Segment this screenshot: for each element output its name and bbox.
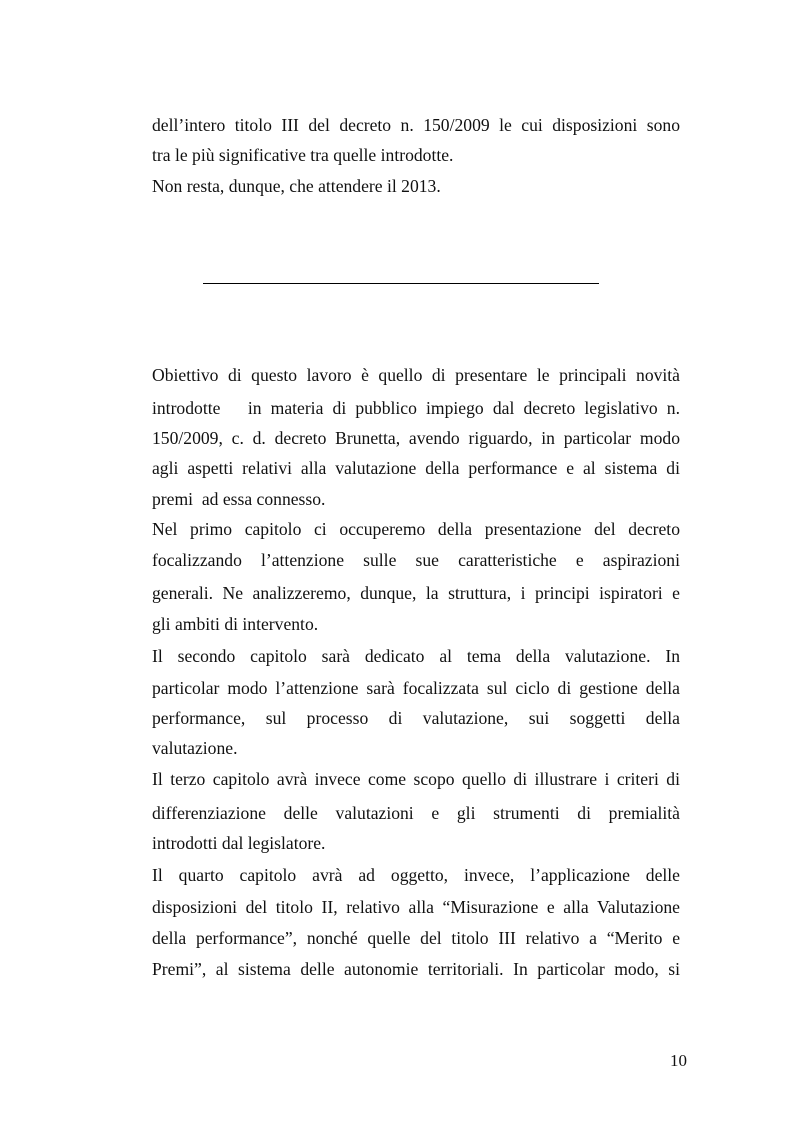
text-line: disposizioni del titolo II, relativo alla “Misurazione e alla Valutazione [152,897,680,917]
text-line: premi ad essa connesso. [152,489,326,509]
text-line: valutazione. [152,738,238,758]
text-line: Premi”, al sistema delle autonomie territoriali. In particolar modo, si [152,959,680,979]
text-line: tra le più significative tra quelle introdotte. [152,145,454,165]
text-line: particolar modo l’attenzione sarà focalizzata sul ciclo di gestione della [152,678,680,698]
text-line: 150/2009, c. d. decreto Brunetta, avendo riguardo, in particolar modo [152,428,680,448]
page-number: 10 [670,1051,687,1070]
text-line: performance, sul processo di valutazione, sui soggetti della [152,708,680,728]
text-line: della performance”, nonché quelle del titolo III relativo a “Merito e [152,928,680,948]
text-line: Non resta, dunque, che attendere il 2013. [152,176,441,196]
text-line: Il terzo capitolo avrà invece come scopo quello di illustrare i criteri di [152,769,680,789]
text-line: gli ambiti di intervento. [152,614,319,634]
text-line: agli aspetti relativi alla valutazione della performance e al sistema di [152,458,680,478]
section-separator-line [203,283,599,284]
text-line: introdotte in materia di pubblico impiego dal decreto legislativo n. [152,398,680,418]
text-line: focalizzando l’attenzione sulle sue caratteristiche e aspirazioni [152,550,680,570]
text-line: generali. Ne analizzeremo, dunque, la struttura, i principi ispiratori e [152,583,680,603]
text-line: Il quarto capitolo avrà ad oggetto, invece, l’applicazione delle [152,865,680,885]
text-line: Obiettivo di questo lavoro è quello di presentare le principali novità [152,365,680,385]
text-line: introdotti dal legislatore. [152,833,326,853]
text-line: Il secondo capitolo sarà dedicato al tema della valutazione. In [152,646,680,666]
text-line: dell’intero titolo III del decreto n. 150/2009 le cui disposizioni sono [152,115,680,135]
text-line: Nel primo capitolo ci occuperemo della presentazione del decreto [152,519,680,539]
text-line: differenziazione delle valutazioni e gli strumenti di premialità [152,803,680,823]
